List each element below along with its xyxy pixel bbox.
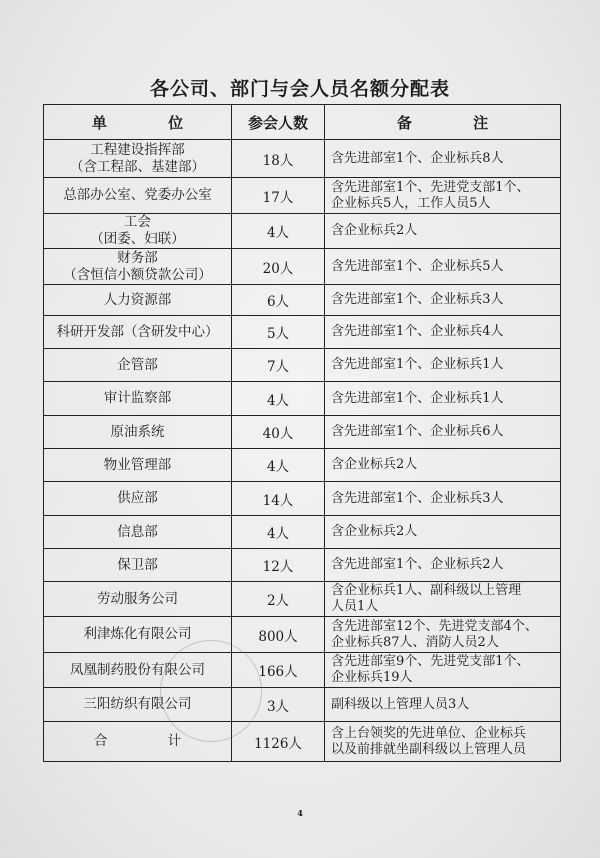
table-title: 各公司、部门与会人员名额分配表 bbox=[149, 78, 450, 100]
unit-line: 工会 bbox=[124, 214, 151, 230]
unit-cell bbox=[44, 214, 232, 249]
count-cell: 166人 bbox=[232, 653, 325, 688]
unit-cell bbox=[44, 349, 232, 382]
table-row bbox=[44, 349, 561, 382]
header-row bbox=[44, 105, 561, 140]
note-line: 含先进部室9个、先进党支部1个、 bbox=[331, 654, 530, 669]
table-row bbox=[44, 449, 561, 482]
count-cell: 3人 bbox=[232, 688, 325, 722]
unit-cell bbox=[44, 316, 232, 349]
header-note: 备 注 bbox=[325, 105, 561, 140]
unit-cell bbox=[44, 617, 232, 653]
unit-cell bbox=[44, 688, 232, 722]
unit-line: 人力资源部 bbox=[103, 291, 172, 308]
table-row bbox=[44, 416, 561, 449]
table-row bbox=[44, 382, 561, 416]
note-cell bbox=[325, 688, 561, 722]
note-line: 企业标兵87人、消防人员2人 bbox=[331, 634, 499, 650]
note-line: 含先进部室1个、企业标兵6人 bbox=[331, 424, 504, 439]
unit-line: 信息部 bbox=[117, 523, 158, 540]
note-cell bbox=[325, 178, 561, 214]
note-cell bbox=[325, 516, 561, 549]
unit-line: 审计监察部 bbox=[103, 390, 172, 406]
note-line: 含先进部室1个、企业标兵4人 bbox=[331, 324, 504, 339]
total-note-line: 含上台领奖的先进单位、企业标兵 bbox=[331, 725, 527, 741]
unit-cell bbox=[44, 516, 232, 549]
unit-line: 工程建设指挥部 bbox=[90, 141, 185, 158]
note-line: 含企业标兵2人 bbox=[331, 457, 418, 472]
count-cell: 14人 bbox=[232, 482, 325, 516]
note-cell bbox=[325, 449, 561, 482]
note-cell bbox=[325, 416, 561, 449]
table-row bbox=[44, 549, 561, 582]
unit-line: 财务部 bbox=[117, 249, 158, 266]
count-cell: 6人 bbox=[232, 285, 325, 316]
total-row bbox=[44, 722, 561, 762]
unit-line: 保卫部 bbox=[117, 556, 158, 573]
table-row bbox=[44, 285, 561, 316]
total-note-line: 以及前排就坐副科级以上管理人员 bbox=[331, 741, 527, 757]
note-cell bbox=[325, 549, 561, 582]
count-cell: 12人 bbox=[232, 549, 325, 582]
unit-cell bbox=[44, 416, 232, 449]
unit-line: 物业管理部 bbox=[103, 456, 172, 473]
unit-cell bbox=[44, 178, 232, 214]
count-cell: 7人 bbox=[232, 349, 325, 382]
page-number: 4 bbox=[297, 808, 303, 818]
note-line: 含先进部室12个、先进党支部4个、 bbox=[331, 618, 538, 634]
count-cell: 4人 bbox=[232, 214, 325, 249]
count-cell: 40人 bbox=[232, 416, 325, 449]
count-cell: 20人 bbox=[232, 249, 325, 285]
count-cell: 17人 bbox=[232, 178, 325, 214]
unit-line: （含恒信小额贷款公司） bbox=[63, 266, 212, 283]
total-count: 1126人 bbox=[232, 722, 325, 762]
total-unit: 合 计 bbox=[44, 722, 232, 762]
table-row bbox=[44, 653, 561, 688]
note-cell bbox=[325, 482, 561, 516]
unit-cell bbox=[44, 382, 232, 416]
note-line: 含企业标兵1人、副科级以上管理 bbox=[331, 583, 522, 598]
count-cell: 800人 bbox=[232, 617, 325, 653]
note-line: 含先进部室1个、企业标兵2人 bbox=[331, 557, 504, 572]
allocation-table bbox=[43, 104, 561, 762]
unit-cell bbox=[44, 140, 232, 178]
unit-line: 劳动服务公司 bbox=[97, 590, 178, 607]
note-cell bbox=[325, 582, 561, 617]
unit-cell bbox=[44, 449, 232, 482]
note-cell bbox=[325, 285, 561, 316]
count-cell: 5人 bbox=[232, 316, 325, 349]
total-note bbox=[325, 722, 561, 762]
header-count: 参会人数 bbox=[232, 105, 325, 140]
count-cell: 18人 bbox=[232, 140, 325, 178]
unit-line: （含工程部、基建部） bbox=[70, 158, 205, 175]
note-cell bbox=[325, 382, 561, 416]
unit-line: 三阳纺织有限公司 bbox=[83, 696, 192, 712]
note-line: 含先进部室1个、企业标兵8人 bbox=[331, 150, 504, 166]
unit-line: 原油系统 bbox=[110, 423, 165, 440]
table-row bbox=[44, 316, 561, 349]
note-cell bbox=[325, 349, 561, 382]
note-line: 含先进部室1个、先进党支部1个、 bbox=[331, 179, 530, 195]
unit-cell bbox=[44, 482, 232, 516]
unit-cell bbox=[44, 249, 232, 285]
table-row bbox=[44, 582, 561, 617]
count-cell: 4人 bbox=[232, 449, 325, 482]
note-line: 含先进部室1个、企业标兵3人 bbox=[331, 490, 504, 506]
unit-line: （团委、妇联） bbox=[90, 231, 185, 247]
unit-line: 凤凰制药股份有限公司 bbox=[70, 661, 205, 678]
table-row bbox=[44, 688, 561, 722]
unit-line: 供应部 bbox=[117, 490, 158, 506]
unit-cell bbox=[44, 582, 232, 617]
note-line: 含先进部室1个、企业标兵5人 bbox=[331, 258, 504, 274]
note-cell bbox=[325, 316, 561, 349]
note-line: 含先进部室1个、企业标兵3人 bbox=[331, 292, 504, 307]
unit-cell bbox=[44, 549, 232, 582]
note-line: 含企业标兵2人 bbox=[331, 524, 418, 539]
count-cell: 4人 bbox=[232, 382, 325, 416]
note-cell bbox=[325, 617, 561, 653]
header-unit: 单 位 bbox=[44, 105, 232, 140]
table-row bbox=[44, 482, 561, 516]
note-cell bbox=[325, 249, 561, 285]
unit-line: 总部办公室、党委办公室 bbox=[63, 187, 212, 203]
note-line: 企业标兵5人，工作人员5人 bbox=[331, 195, 491, 211]
table-row bbox=[44, 140, 561, 178]
count-cell: 4人 bbox=[232, 516, 325, 549]
unit-cell bbox=[44, 653, 232, 688]
unit-line: 企管部 bbox=[117, 356, 158, 373]
note-line: 企业标兵19人 bbox=[331, 670, 413, 685]
unit-line: 科研开发部（含研发中心） bbox=[56, 323, 219, 340]
count-cell: 2人 bbox=[232, 582, 325, 617]
table-row bbox=[44, 617, 561, 653]
unit-cell bbox=[44, 285, 232, 316]
table-row bbox=[44, 178, 561, 214]
note-cell bbox=[325, 140, 561, 178]
note-line: 人员1人 bbox=[331, 599, 379, 614]
note-line: 含企业标兵2人 bbox=[331, 223, 418, 238]
note-cell bbox=[325, 653, 561, 688]
table-row bbox=[44, 214, 561, 249]
table-row bbox=[44, 249, 561, 285]
unit-line: 利津炼化有限公司 bbox=[83, 626, 192, 642]
note-line: 含先进部室1个、企业标兵1人 bbox=[331, 390, 504, 406]
note-line: 副科级以上管理人员3人 bbox=[331, 696, 470, 712]
note-cell bbox=[325, 214, 561, 249]
table-row bbox=[44, 516, 561, 549]
note-line: 含先进部室1个、企业标兵1人 bbox=[331, 357, 504, 372]
